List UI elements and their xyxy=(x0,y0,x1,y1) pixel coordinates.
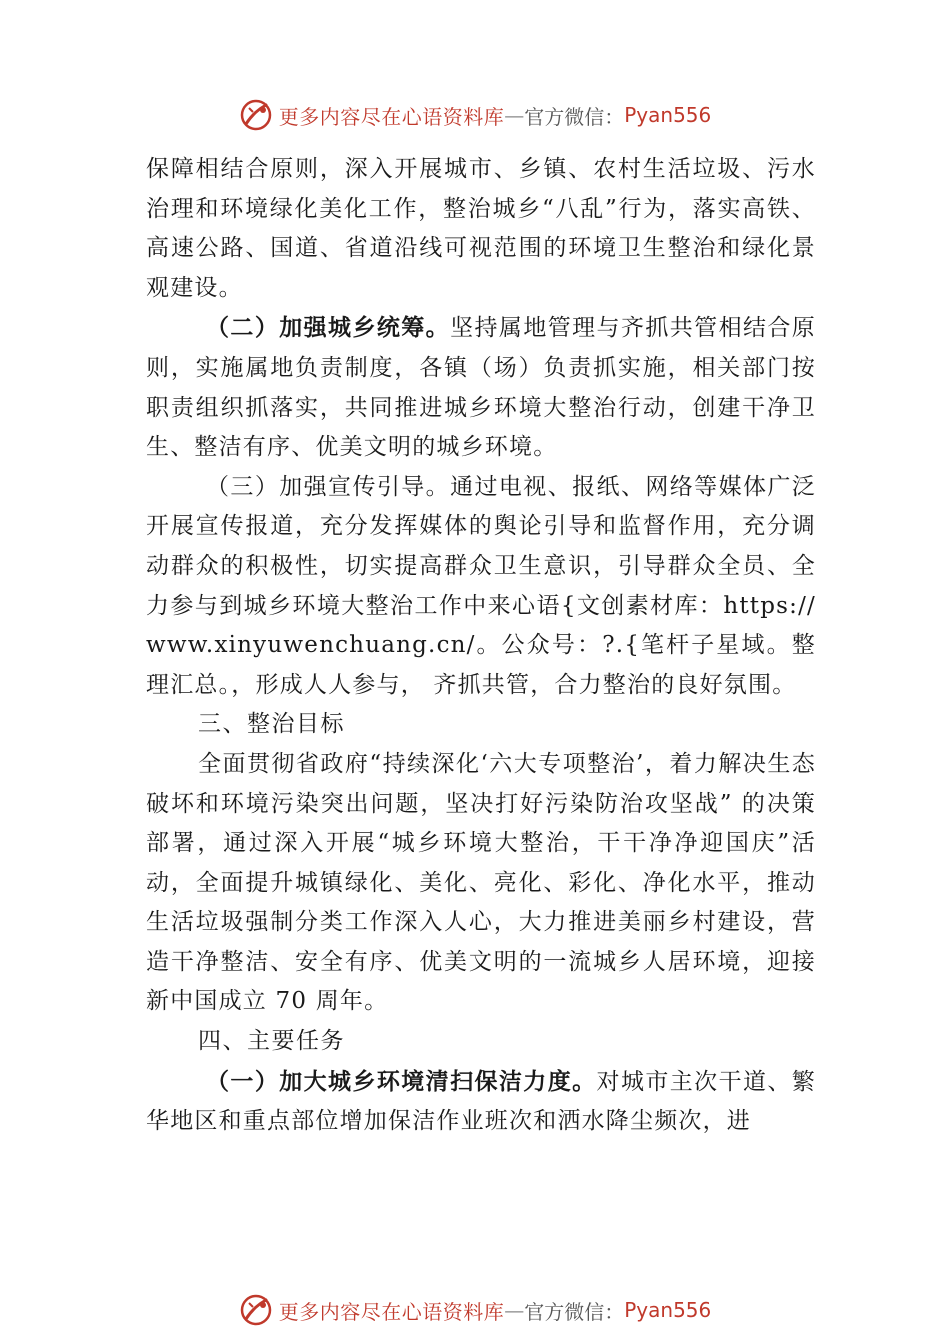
section-body-2: 坚持属地管理与齐抓共管相结合原则，实施属地负责制度，各镇（场）负责抓实施，相关部门按职责组织抓落实，共同推进城乡环境大整治行动，创建干净卫生、整洁有序、优美文明的城乡环境。 xyxy=(146,315,817,461)
brush-logo-icon xyxy=(239,1293,273,1327)
heading-goals: 三、整治目标 xyxy=(198,711,345,738)
paragraph-goals: 全面贯彻省政府“持续深化‘六大专项整治’，着力解决生态破坏和环境污染突出问题，坚决打好污染防治攻坚战” 的决策部署，通过深入开展“城乡环境大整治，干干净净迎国庆”活动，全面提升城镇绿化、美化、亮化、彩化、净化水平，推动生活垃圾强制分类工作深入人心，大力推进美丽乡村建设，营造干净整洁、安全有序、优美文明的一流城乡人居环境，迎接新中国成立 70 周年。 xyxy=(146,750,816,1015)
banner-wechat-id: Pyan556 xyxy=(624,1298,712,1322)
heading-tasks: 四、主要任务 xyxy=(198,1028,345,1055)
paragraph-publicity: （三）加强宣传引导。通过电视、报纸、网络等媒体广泛开展宣传报道，充分发挥媒体的舆论引导和监督作用，充分调动群众的积极性，切实提高群众卫生意识，引导群众全员、全力参与到城乡环境大整治工作中来心语{文创素材库：https://www.xinyuwenchuang.cn/。公众号：?.{笔杆子星域。整理汇总。，形成人人参与， 齐抓共管，合力整治的良好氛围。 xyxy=(146,473,816,698)
paragraph-continued: 保障相结合原则，深入开展城市、乡镇、农村生活垃圾、污水治理和环境绿化美化工作，整治城乡“八乱”行为，落实高铁、高速公路、国道、省道沿线可视范围的环境卫生整治和绿化景观建设。 xyxy=(146,156,816,301)
banner-official-label: 官方微信： xyxy=(524,104,625,129)
banner-wechat-id: Pyan556 xyxy=(624,103,712,127)
section-lead-1: （一）加大城乡环境清扫保洁力度。 xyxy=(206,1067,597,1095)
footer-banner xyxy=(0,1290,950,1330)
paragraph-urban-rural-coordination xyxy=(146,308,816,467)
section-lead-2: （二）加强城乡统筹。 xyxy=(206,314,451,342)
banner-separator: — xyxy=(504,103,525,127)
banner-title: 更多内容尽在心语资料库 xyxy=(278,1299,505,1324)
header-banner xyxy=(0,95,950,135)
banner-official-label: 官方微信： xyxy=(524,1299,625,1324)
banner-title: 更多内容尽在心语资料库 xyxy=(278,104,505,129)
brush-logo-icon xyxy=(239,98,273,132)
banner-separator: — xyxy=(504,1298,525,1322)
paragraph-cleaning xyxy=(146,1062,816,1142)
section-body-1: 对城市主次干道、繁华地区和重点部位增加保洁作业班次和洒水降尘频次，进 xyxy=(146,1068,816,1135)
document-body xyxy=(146,150,816,1142)
